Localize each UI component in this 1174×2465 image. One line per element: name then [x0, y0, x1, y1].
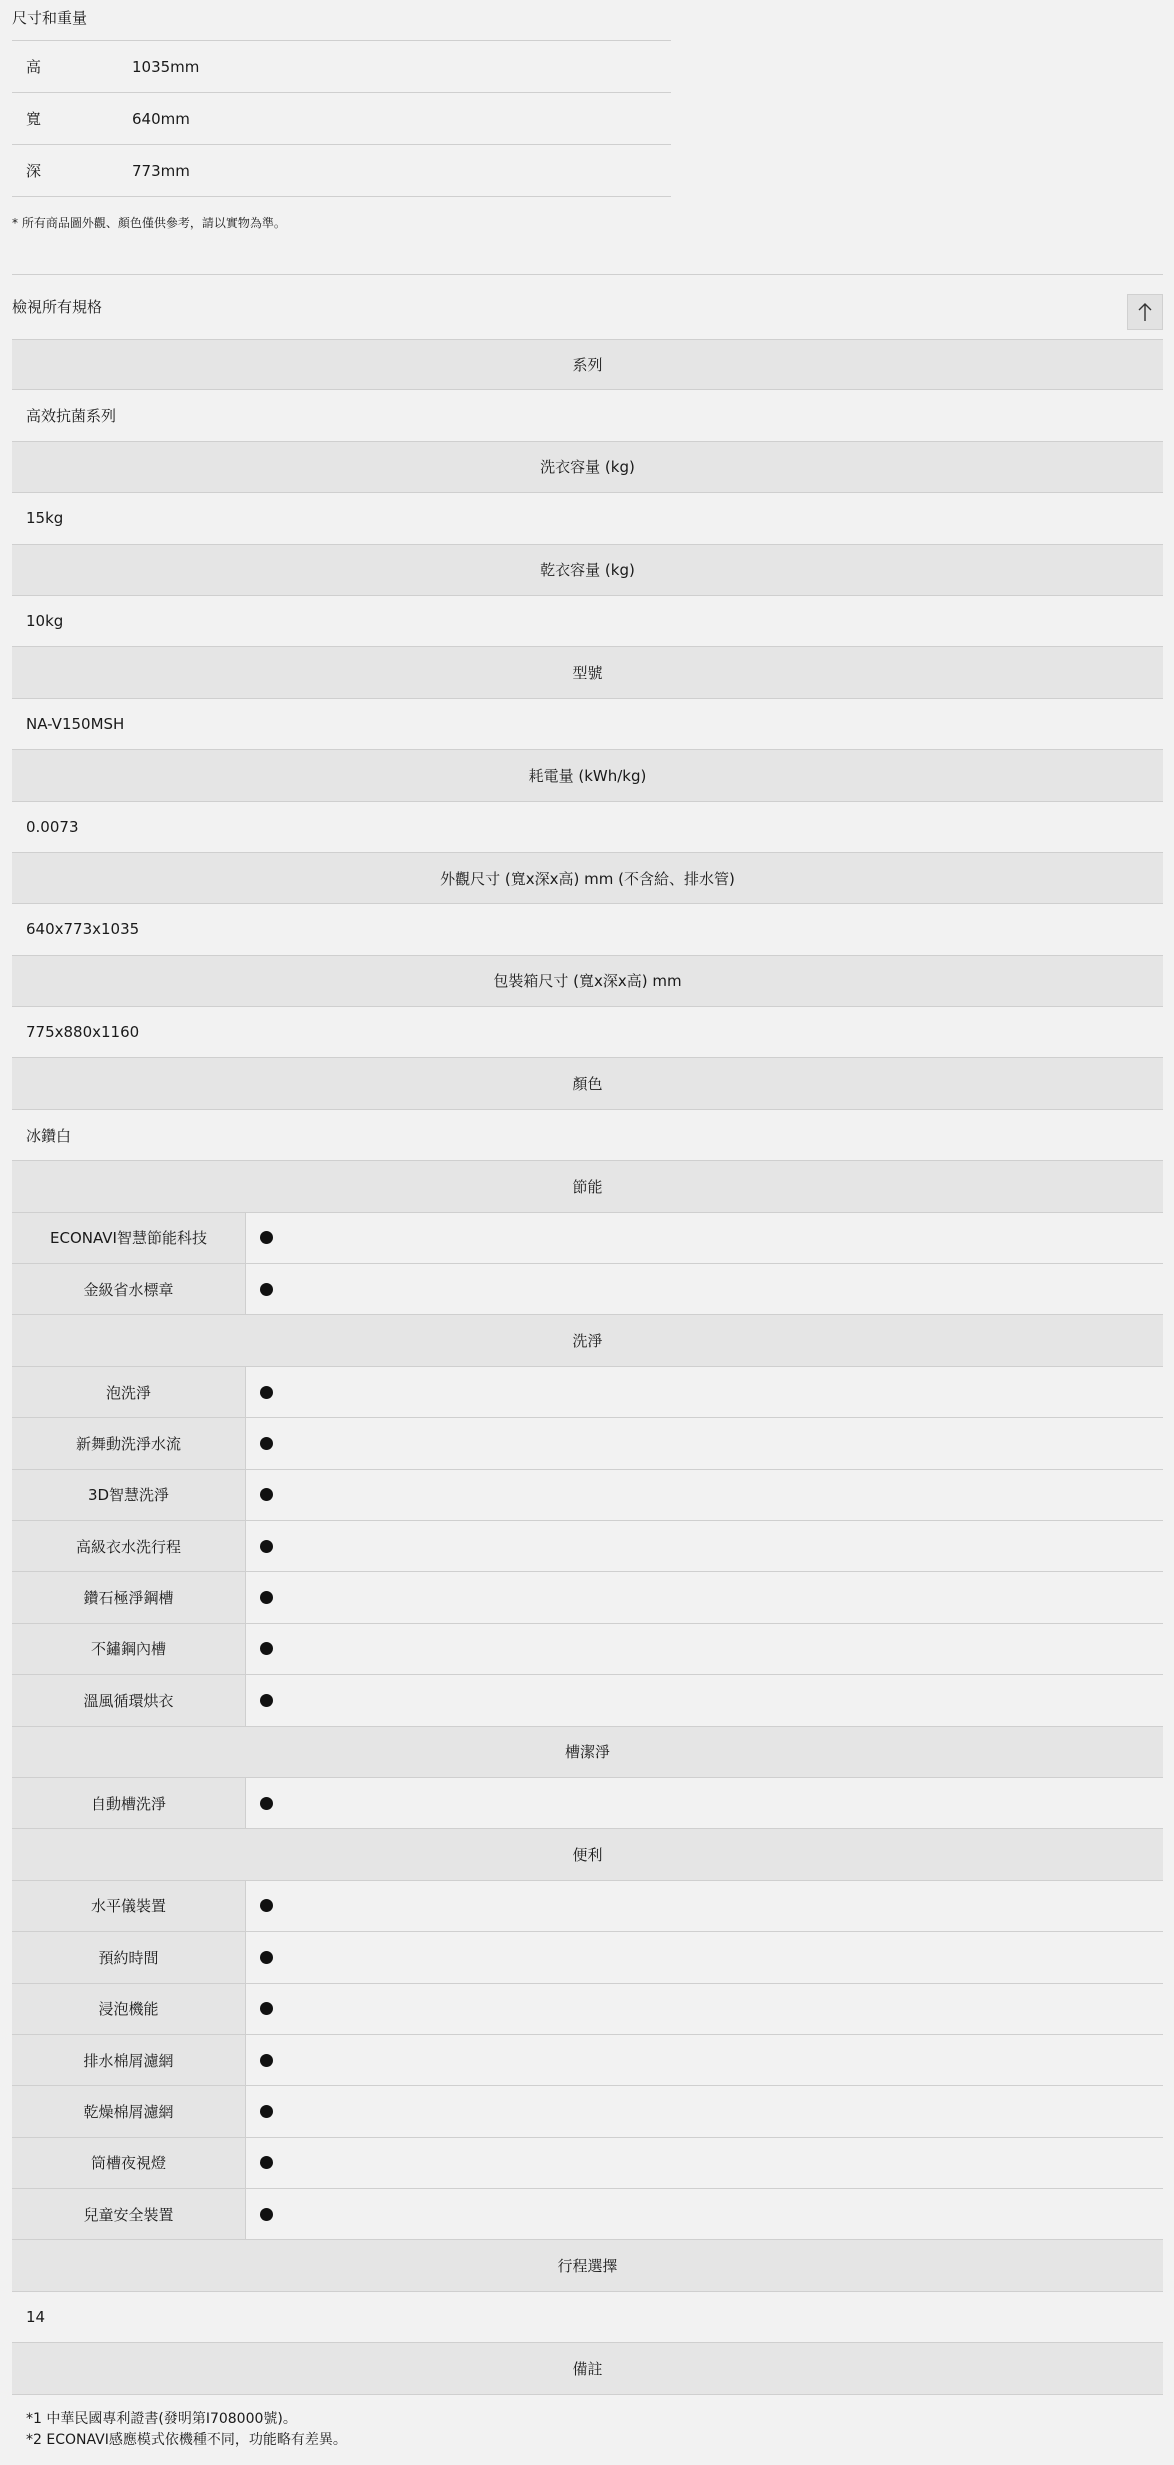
feature-label: 金級省水標章: [12, 1264, 246, 1314]
feature-row: [12, 1984, 1163, 2035]
all-specs-heading[interactable]: 檢視所有規格: [12, 298, 103, 316]
feature-label: 預約時間: [12, 1932, 246, 1982]
spec-value-color: 冰鑽白: [12, 1110, 1163, 1161]
filled-dot-icon: [260, 1540, 273, 1553]
spec-value-power: 0.0073: [12, 802, 1163, 853]
feature-row: [12, 2035, 1163, 2086]
feature-row: [12, 1470, 1163, 1521]
spec-notes: [12, 2395, 1163, 2451]
filled-dot-icon: [260, 1488, 273, 1501]
feature-label: 浸泡機能: [12, 1984, 246, 2034]
feature-label: 水平儀裝置: [12, 1881, 246, 1931]
feature-row: [12, 1521, 1163, 1572]
spec-header-series: 系列: [12, 339, 1163, 390]
feature-label: ECONAVI智慧節能科技: [12, 1213, 246, 1263]
spec-value-model: NA-V150MSH: [12, 699, 1163, 750]
dimensions-section: [12, 0, 671, 231]
filled-dot-icon: [260, 1283, 273, 1296]
feature-label: 筒槽夜視燈: [12, 2138, 246, 2188]
spec-header-energy: 節能: [12, 1161, 1163, 1212]
spec-value-package-size: 775x880x1160: [12, 1007, 1163, 1058]
filled-dot-icon: [260, 2105, 273, 2118]
filled-dot-icon: [260, 2208, 273, 2221]
feature-label: 3D智慧洗淨: [12, 1470, 246, 1520]
filled-dot-icon: [260, 2054, 273, 2067]
feature-label: 新舞動洗淨水流: [12, 1418, 246, 1468]
filled-dot-icon: [260, 1437, 273, 1450]
spec-header-cleaning: 洗淨: [12, 1315, 1163, 1366]
spec-value-outer-size: 640x773x1035: [12, 904, 1163, 955]
feature-row: [12, 1367, 1163, 1418]
spec-header-wash-capacity: 洗衣容量 (kg): [12, 442, 1163, 493]
feature-row: [12, 1778, 1163, 1829]
spec-header-dry-capacity: 乾衣容量 (kg): [12, 545, 1163, 596]
dimension-label: 寬: [26, 110, 42, 128]
feature-row: [12, 1624, 1163, 1675]
dimension-value: 1035mm: [132, 57, 200, 76]
dimension-row-width: [12, 93, 671, 145]
filled-dot-icon: [260, 1386, 273, 1399]
feature-row: [12, 1932, 1163, 1983]
spec-header-package-size: 包裝箱尺寸 (寬x深x高) mm: [12, 956, 1163, 1007]
feature-row: [12, 1572, 1163, 1623]
feature-label: 不鏽鋼內槽: [12, 1624, 246, 1674]
spec-header-color: 顏色: [12, 1058, 1163, 1109]
feature-label: 高級衣水洗行程: [12, 1521, 246, 1571]
dimensions-note: * 所有商品圖外觀、顏色僅供參考，請以實物為準。: [12, 216, 286, 230]
filled-dot-icon: [260, 2002, 273, 2015]
section-divider: [12, 274, 1163, 275]
filled-dot-icon: [260, 1591, 273, 1604]
spec-header-convenience: 便利: [12, 1829, 1163, 1880]
dimensions-title: 尺寸和重量: [12, 0, 671, 41]
feature-label: 溫風循環烘衣: [12, 1675, 246, 1725]
feature-label: 排水棉屑濾網: [12, 2035, 246, 2085]
filled-dot-icon: [260, 1231, 273, 1244]
dimension-row-depth: [12, 145, 671, 197]
feature-label: 乾燥棉屑濾網: [12, 2086, 246, 2136]
spec-header-model: 型號: [12, 647, 1163, 698]
filled-dot-icon: [260, 1797, 273, 1810]
note-line: *1 中華民國專利證書(發明第I708000號)。: [26, 2410, 297, 2427]
filled-dot-icon: [260, 1899, 273, 1912]
filled-dot-icon: [260, 1951, 273, 1964]
feature-row: [12, 1881, 1163, 1932]
feature-row: [12, 1418, 1163, 1469]
dimension-label: 深: [26, 162, 42, 180]
filled-dot-icon: [260, 1694, 273, 1707]
dimension-label: 高: [26, 58, 42, 76]
feature-row: [12, 2086, 1163, 2137]
feature-label: 鑽石極淨鋼槽: [12, 1572, 246, 1622]
spec-value-series: 高效抗菌系列: [12, 390, 1163, 441]
spec-header-programs: 行程選擇: [12, 2240, 1163, 2291]
filled-dot-icon: [260, 1642, 273, 1655]
feature-row: [12, 1675, 1163, 1726]
feature-row: [12, 2189, 1163, 2240]
feature-label: 自動槽洗淨: [12, 1778, 246, 1828]
dimension-row-height: [12, 41, 671, 93]
spec-header-power: 耗電量 (kWh/kg): [12, 750, 1163, 801]
feature-label: 兒童安全裝置: [12, 2189, 246, 2239]
feature-row: [12, 1264, 1163, 1315]
filled-dot-icon: [260, 2156, 273, 2169]
dimension-value: 773mm: [132, 161, 190, 180]
spec-value-wash-capacity: 15kg: [12, 493, 1163, 544]
scroll-top-button[interactable]: [1127, 294, 1163, 330]
spec-header-tub-clean: 槽潔淨: [12, 1727, 1163, 1778]
spec-header-outer-size: 外觀尺寸 (寬x深x高) mm (不含給、排水管): [12, 853, 1163, 904]
feature-label: 泡洗淨: [12, 1367, 246, 1417]
feature-row: [12, 2138, 1163, 2189]
spec-value-programs: 14: [12, 2292, 1163, 2343]
feature-row: [12, 1213, 1163, 1264]
note-line: *2 ECONAVI感應模式依機種不同，功能略有差異。: [26, 2431, 347, 2448]
specs-table: [12, 339, 1163, 2451]
dimension-value: 640mm: [132, 109, 190, 128]
spec-header-notes: 備註: [12, 2343, 1163, 2394]
arrow-up-icon: [1137, 302, 1153, 322]
spec-value-dry-capacity: 10kg: [12, 596, 1163, 647]
